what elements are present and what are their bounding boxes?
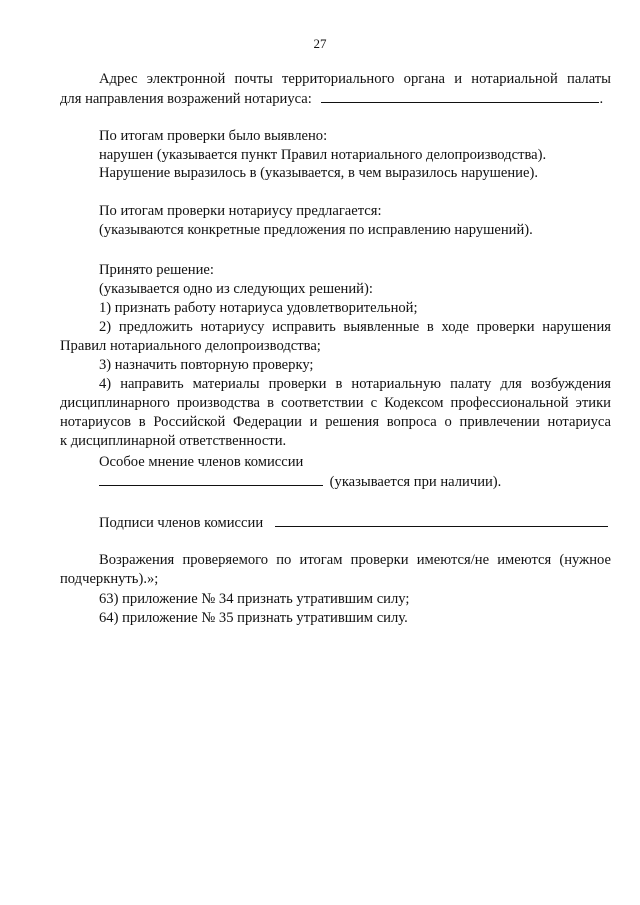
decision-item-4-line-3: нотариусов в Российской Федерации и решения вопроса о привлечении нотариуса [60,414,611,430]
proposals-text: (указываются конкретные предложения по исправлению нарушений). [99,222,533,238]
signatures-label: Подписи членов комиссии [99,515,264,531]
email-blank-field [321,89,599,103]
findings-violation-point: нарушен (указывается пункт Правил нотариального делопроизводства). [99,147,547,163]
decision-item-4-line-2: дисциплинарного производства в соответствии с Кодексом профессиональной этики [60,395,611,411]
decision-item-3: 3) назначить повторную проверку; [99,357,314,373]
objections-line-2: подчеркнуть).»; [60,571,159,587]
signatures-line [99,513,608,532]
dissent-note: (указывается при наличии). [329,474,502,490]
proposals-heading: По итогам проверки нотариусу предлагается: [99,203,382,219]
signatures-blank-field [275,513,608,527]
decision-item-2-line-1: 2) предложить нотариусу исправить выявленные в ходе проверки нарушения [99,319,611,335]
objections-line-1: Возражения проверяемого по итогам проверки имеются/не имеются (нужное [99,552,611,568]
email-paragraph-line-2 [60,89,603,108]
dissent-blank-field [99,472,323,486]
dissent-label: Особое мнение членов комиссии [99,454,304,470]
email-label: для направления возражений нотариуса: [60,91,312,107]
decision-note: (указывается одно из следующих решений): [99,281,373,297]
dissent-line [99,472,501,491]
amendment-item-64: 64) приложение № 35 признать утратившим силу. [99,610,408,626]
decision-item-4-line-4: к дисциплинарной ответственности. [60,433,287,449]
page-number: 27 [313,36,327,51]
email-paragraph-line-1: Адрес электронной почты территориального органа и нотариальной палаты [99,71,611,87]
email-end-period: . [599,91,604,107]
decision-item-4-line-1: 4) направить материалы проверки в нотариальную палату для возбуждения [99,376,611,392]
decision-item-1: 1) признать работу нотариуса удовлетворительной; [99,300,418,316]
findings-heading: По итогам проверки было выявлено: [99,128,328,144]
findings-violation-description: Нарушение выразилось в (указывается, в чем выразилось нарушение). [99,165,538,181]
amendment-item-63: 63) приложение № 34 признать утратившим силу; [99,591,410,607]
decision-item-2-line-2: Правил нотариального делопроизводства; [60,338,321,354]
decision-heading: Принято решение: [99,262,214,278]
